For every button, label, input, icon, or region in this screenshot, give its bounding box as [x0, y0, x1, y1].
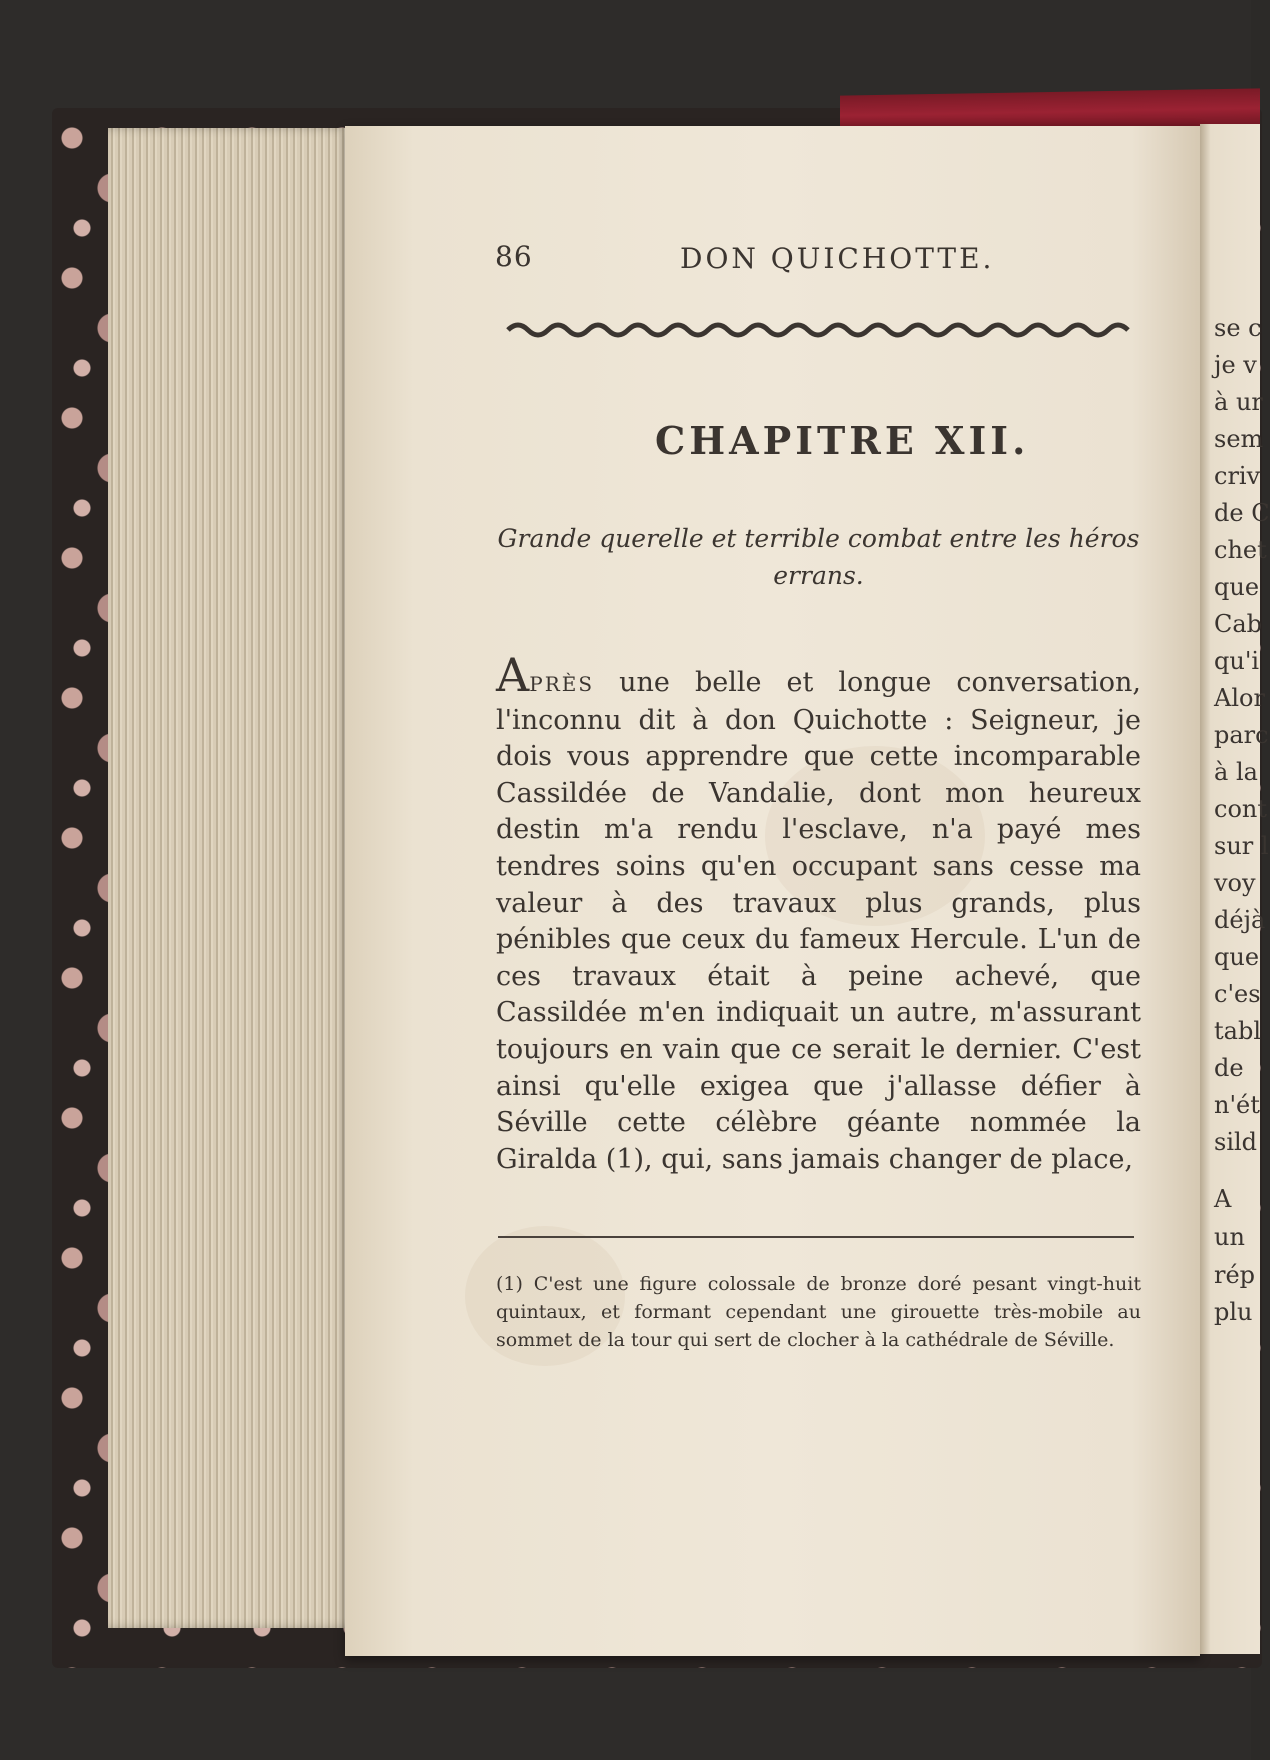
facing-page-fragment: A	[1214, 1185, 1232, 1213]
facing-page-fragment: parc	[1214, 721, 1269, 749]
facing-page-fragment: de	[1214, 1054, 1244, 1082]
facing-page-fragment: à ur	[1214, 388, 1263, 416]
footnote: (1) C'est une figure colossale de bronze doré pesant vingt-huit quintaux, et formant cependant une girouette très-mobile au sommet de la tour qui sert de clocher à la cathédrale de Séville.	[496, 1273, 1141, 1351]
facing-page-fragment: rép	[1214, 1261, 1256, 1289]
facing-page-fragment: Cab	[1214, 610, 1263, 638]
facing-page-fragment: sem	[1214, 425, 1264, 453]
chapter-title: CHAPITRE XII.	[655, 418, 1030, 463]
facing-page-fragment: se c	[1214, 314, 1262, 342]
body-text: une belle et longue conversation, l'inconnu dit à don Quichotte : Seigneur, je dois vous apprendre que cette incomparable Cassildée de Vandalie, dont mon heureux destin m'a rendu l'esclave, n'a payé mes tendres soins qu'en occupant sans cesse ma valeur à des travaux plus grands, plus pénibles que ceux du fameux Hercule. L'un de ces travaux était à peine achevé, que Cassildée m'en indiquait un autre, m'assurant toujours en vain que ce serait le dernier. C'est ainsi qu'elle exigea que j'allasse défier à Séville cette célèbre géante nommée la Giralda (1), qui, sans jamais changer de place,	[496, 667, 1141, 1175]
dropcap-letter: A	[496, 648, 530, 702]
facing-page-fragment: sild	[1214, 1128, 1258, 1156]
facing-page-fragment: je v	[1214, 351, 1257, 379]
facing-page-fragment: qu'i	[1214, 647, 1260, 675]
facing-page-fragment: de C	[1214, 499, 1270, 527]
facing-page-fragment: criv	[1214, 462, 1261, 490]
smallcaps-word: PRÈS	[529, 672, 595, 696]
body-paragraph	[496, 648, 1141, 1178]
facing-page-fragment: un	[1214, 1223, 1245, 1251]
facing-page-fragment: plu	[1214, 1298, 1253, 1326]
facing-page-fragment: sur l	[1214, 832, 1269, 860]
chapter-subtitle: Grande querelle et terrible combat entre les héros errans.	[497, 524, 1140, 590]
facing-page-fragment: c'es	[1214, 980, 1261, 1008]
running-head: DON QUICHOTTE.	[680, 242, 995, 275]
facing-page-fragment: que	[1214, 573, 1260, 601]
facing-page-fragment: n'ét	[1214, 1091, 1260, 1119]
facing-page-fragment: tabl	[1214, 1017, 1261, 1045]
facing-page-fragment: cont	[1214, 795, 1267, 823]
page-number: 86	[495, 240, 533, 273]
facing-page-fragment: déjà	[1214, 906, 1266, 934]
facing-page-fragment: chet	[1214, 536, 1267, 564]
facing-page-fragment: voy	[1214, 869, 1256, 897]
page-block-edges	[108, 128, 370, 1628]
facing-page	[1200, 124, 1270, 1654]
facing-page-fragment: Alor	[1214, 684, 1265, 712]
facing-page-fragment: à la	[1214, 758, 1258, 786]
wave-rule-ornament-icon	[508, 318, 1128, 342]
footnote-rule	[498, 1236, 1134, 1238]
facing-page-fragment: que	[1214, 943, 1260, 971]
